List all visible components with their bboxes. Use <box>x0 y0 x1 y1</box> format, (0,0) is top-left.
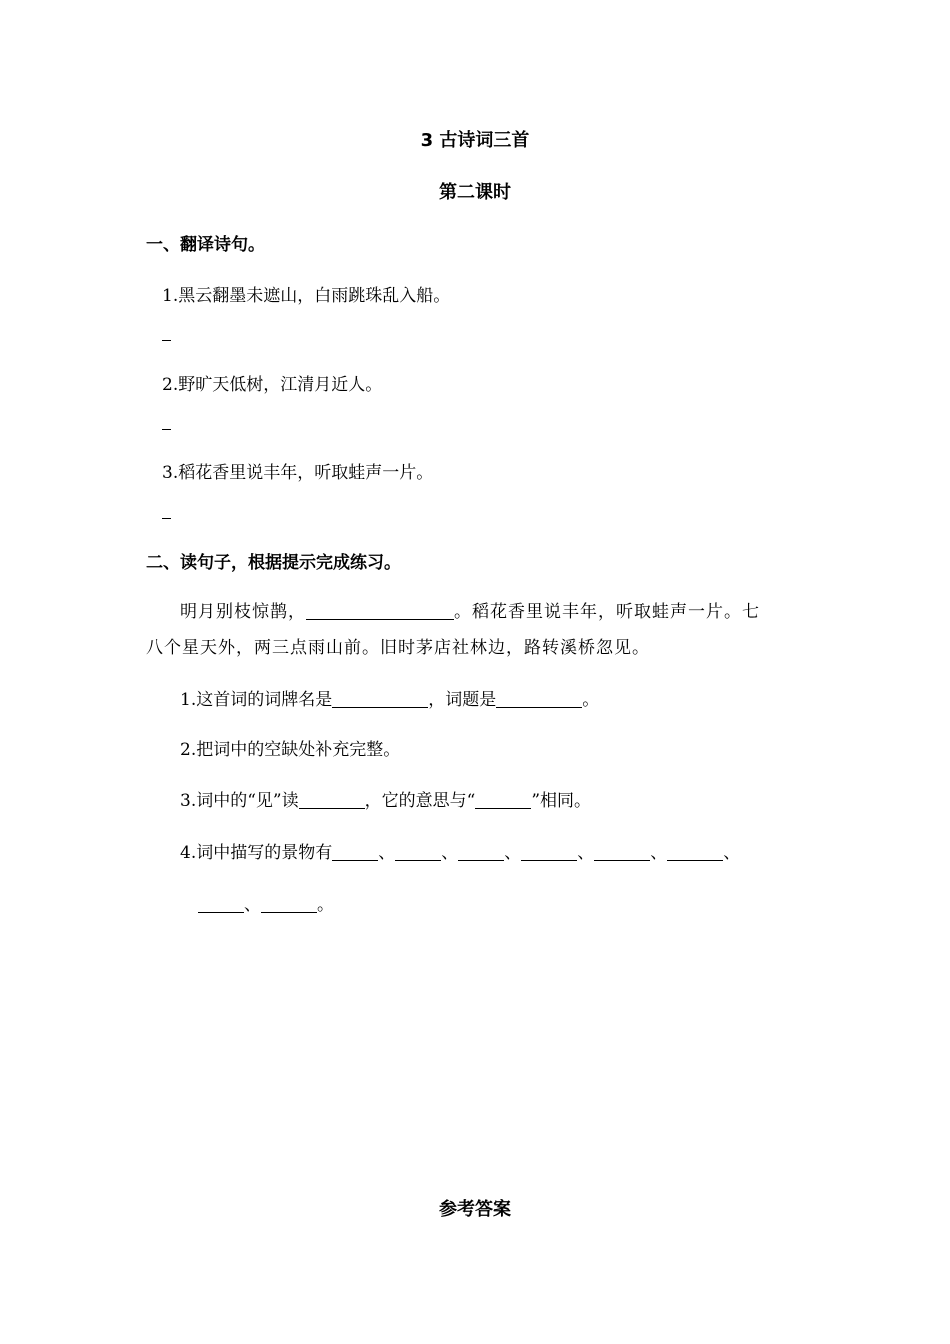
section-two-heading: 二、读句子，根据提示完成练习。 <box>146 553 401 573</box>
citi-blank[interactable] <box>496 690 582 708</box>
scenery-blank[interactable] <box>332 843 378 861</box>
question-text: 3.词中的“见”读 <box>180 791 299 811</box>
scenery-blank[interactable] <box>261 895 317 913</box>
separator: 、 <box>650 843 668 863</box>
question-2-2: 2.把词中的空缺处补充完整。 <box>180 740 401 760</box>
separator: 、 <box>504 843 522 863</box>
poem-passage-part: 明月别枝惊鹊， <box>180 602 306 622</box>
question-text: 4.词中描写的景物有 <box>180 843 333 863</box>
answer-line-1-2 <box>162 429 171 430</box>
cipai-blank[interactable] <box>332 690 428 708</box>
answer-line-1-3 <box>162 518 171 519</box>
poem-blank[interactable] <box>306 602 454 620</box>
question-2-4 <box>180 838 740 863</box>
scenery-blank[interactable] <box>667 843 723 861</box>
separator: 、 <box>723 843 741 863</box>
question-1-3: 3.稻花香里说丰年，听取蛙声一片。 <box>162 463 434 483</box>
poem-passage-line-1 <box>180 597 760 622</box>
question-text: ，词题是 <box>428 690 497 710</box>
scenery-blank[interactable] <box>594 843 650 861</box>
question-2-4-continued <box>198 890 334 915</box>
meaning-blank[interactable] <box>475 791 531 809</box>
question-text: 。 <box>582 690 600 710</box>
scenery-blank[interactable] <box>198 895 244 913</box>
scenery-blank[interactable] <box>521 843 577 861</box>
answer-line-1-1 <box>162 340 171 341</box>
question-text: 1.这首词的词牌名是 <box>180 690 333 710</box>
poem-passage-part: 。稻花香里说丰年，听取蛙声一片。七 <box>454 602 760 622</box>
section-one-heading: 一、翻译诗句。 <box>146 235 265 255</box>
question-1-2: 2.野旷天低树，江清月近人。 <box>162 375 383 395</box>
answers-heading: 参考答案 <box>439 1199 511 1220</box>
separator: 、 <box>378 843 396 863</box>
question-1-1: 1.黑云翻墨未遮山，白雨跳珠乱入船。 <box>162 286 451 306</box>
scenery-blank[interactable] <box>458 843 504 861</box>
page-title: 3 古诗词三首 <box>420 130 530 151</box>
pronunciation-blank[interactable] <box>299 791 365 809</box>
question-2-1 <box>180 685 599 710</box>
scenery-blank[interactable] <box>395 843 441 861</box>
page-subtitle: 第二课时 <box>439 182 511 203</box>
question-text: ”相同。 <box>531 791 592 811</box>
question-text: 。 <box>317 895 334 915</box>
question-text: ，它的意思与“ <box>364 791 476 811</box>
separator: 、 <box>244 895 261 915</box>
separator: 、 <box>577 843 595 863</box>
poem-passage-line-2: 八个星天外，两三点雨山前。旧时茅店社林边，路转溪桥忽见。 <box>146 638 650 658</box>
question-2-3 <box>180 786 591 811</box>
separator: 、 <box>441 843 459 863</box>
